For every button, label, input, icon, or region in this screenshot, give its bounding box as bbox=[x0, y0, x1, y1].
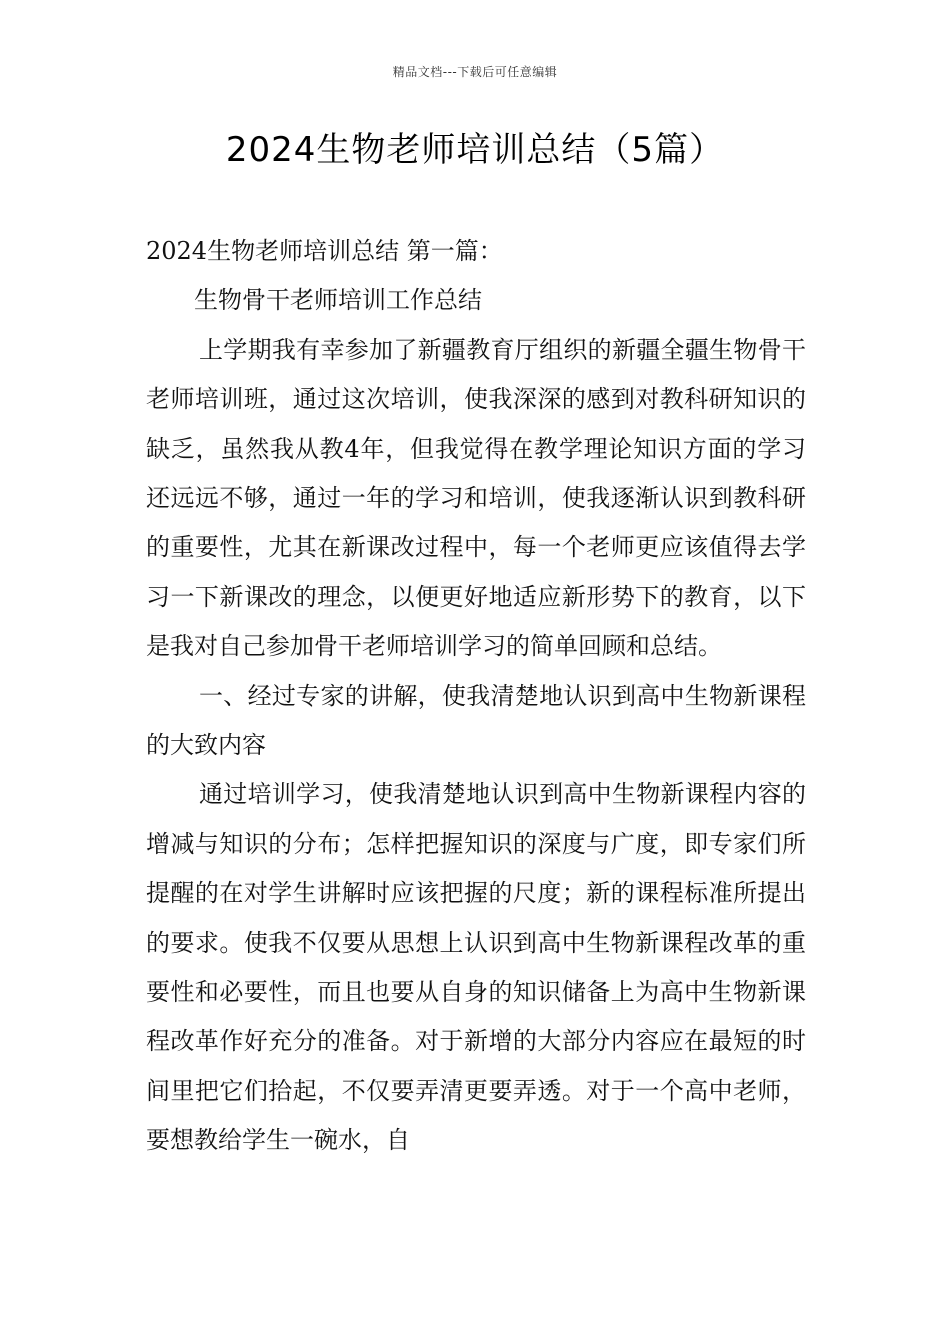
paragraph-point-one-body: 通过培训学习，使我清楚地认识到高中生物新课程内容的增减与知识的分布；怎样把握知识的深度与广度，即专家们所提醒的在对学生讲解时应该把握的尺度；新的课程标准所提出的要求。使我不仅要从思想上认识到高中生物新课程改革的重要性和必要性，而且也要从自身的知识储备上为高中生物新课程改革作好充分的准备。对于新增的大部分内容应在最短的时间里把它们拾起，不仅要弄清更要弄透。对于一个高中老师，要想教给学生一碗水，自 bbox=[146, 780, 806, 1155]
paragraph-intro: 上学期我有幸参加了新疆教育厅组织的新疆全疆生物骨干老师培训班，通过这次培训，使我深深的感到对教科研知识的缺乏，虽然我从教4年，但我觉得在教学理论知识方面的学习还远远不够，通过一年的学习和培训，使我逐渐认识到教科研的重要性，尤其在新课改过程中，每一个老师更应该值得去学习一下新课改的理念，以便更好地适应新形势下的教育，以下是我对自己参加骨干老师培训学习的简单回顾和总结。 bbox=[146, 335, 806, 661]
document-title: 2024生物老师培训总结（5篇） bbox=[225, 130, 725, 170]
section-subtitle: 生物骨干老师培训工作总结 bbox=[194, 286, 482, 315]
document-body bbox=[146, 227, 806, 1166]
header-note: 精品文档---下载后可任意编辑 bbox=[392, 65, 558, 79]
section-heading: 2024生物老师培训总结 第一篇： bbox=[146, 237, 503, 265]
paragraph-point-one-heading: 一、经过专家的讲解，使我清楚地认识到高中生物新课程的大致内容 bbox=[146, 681, 806, 760]
